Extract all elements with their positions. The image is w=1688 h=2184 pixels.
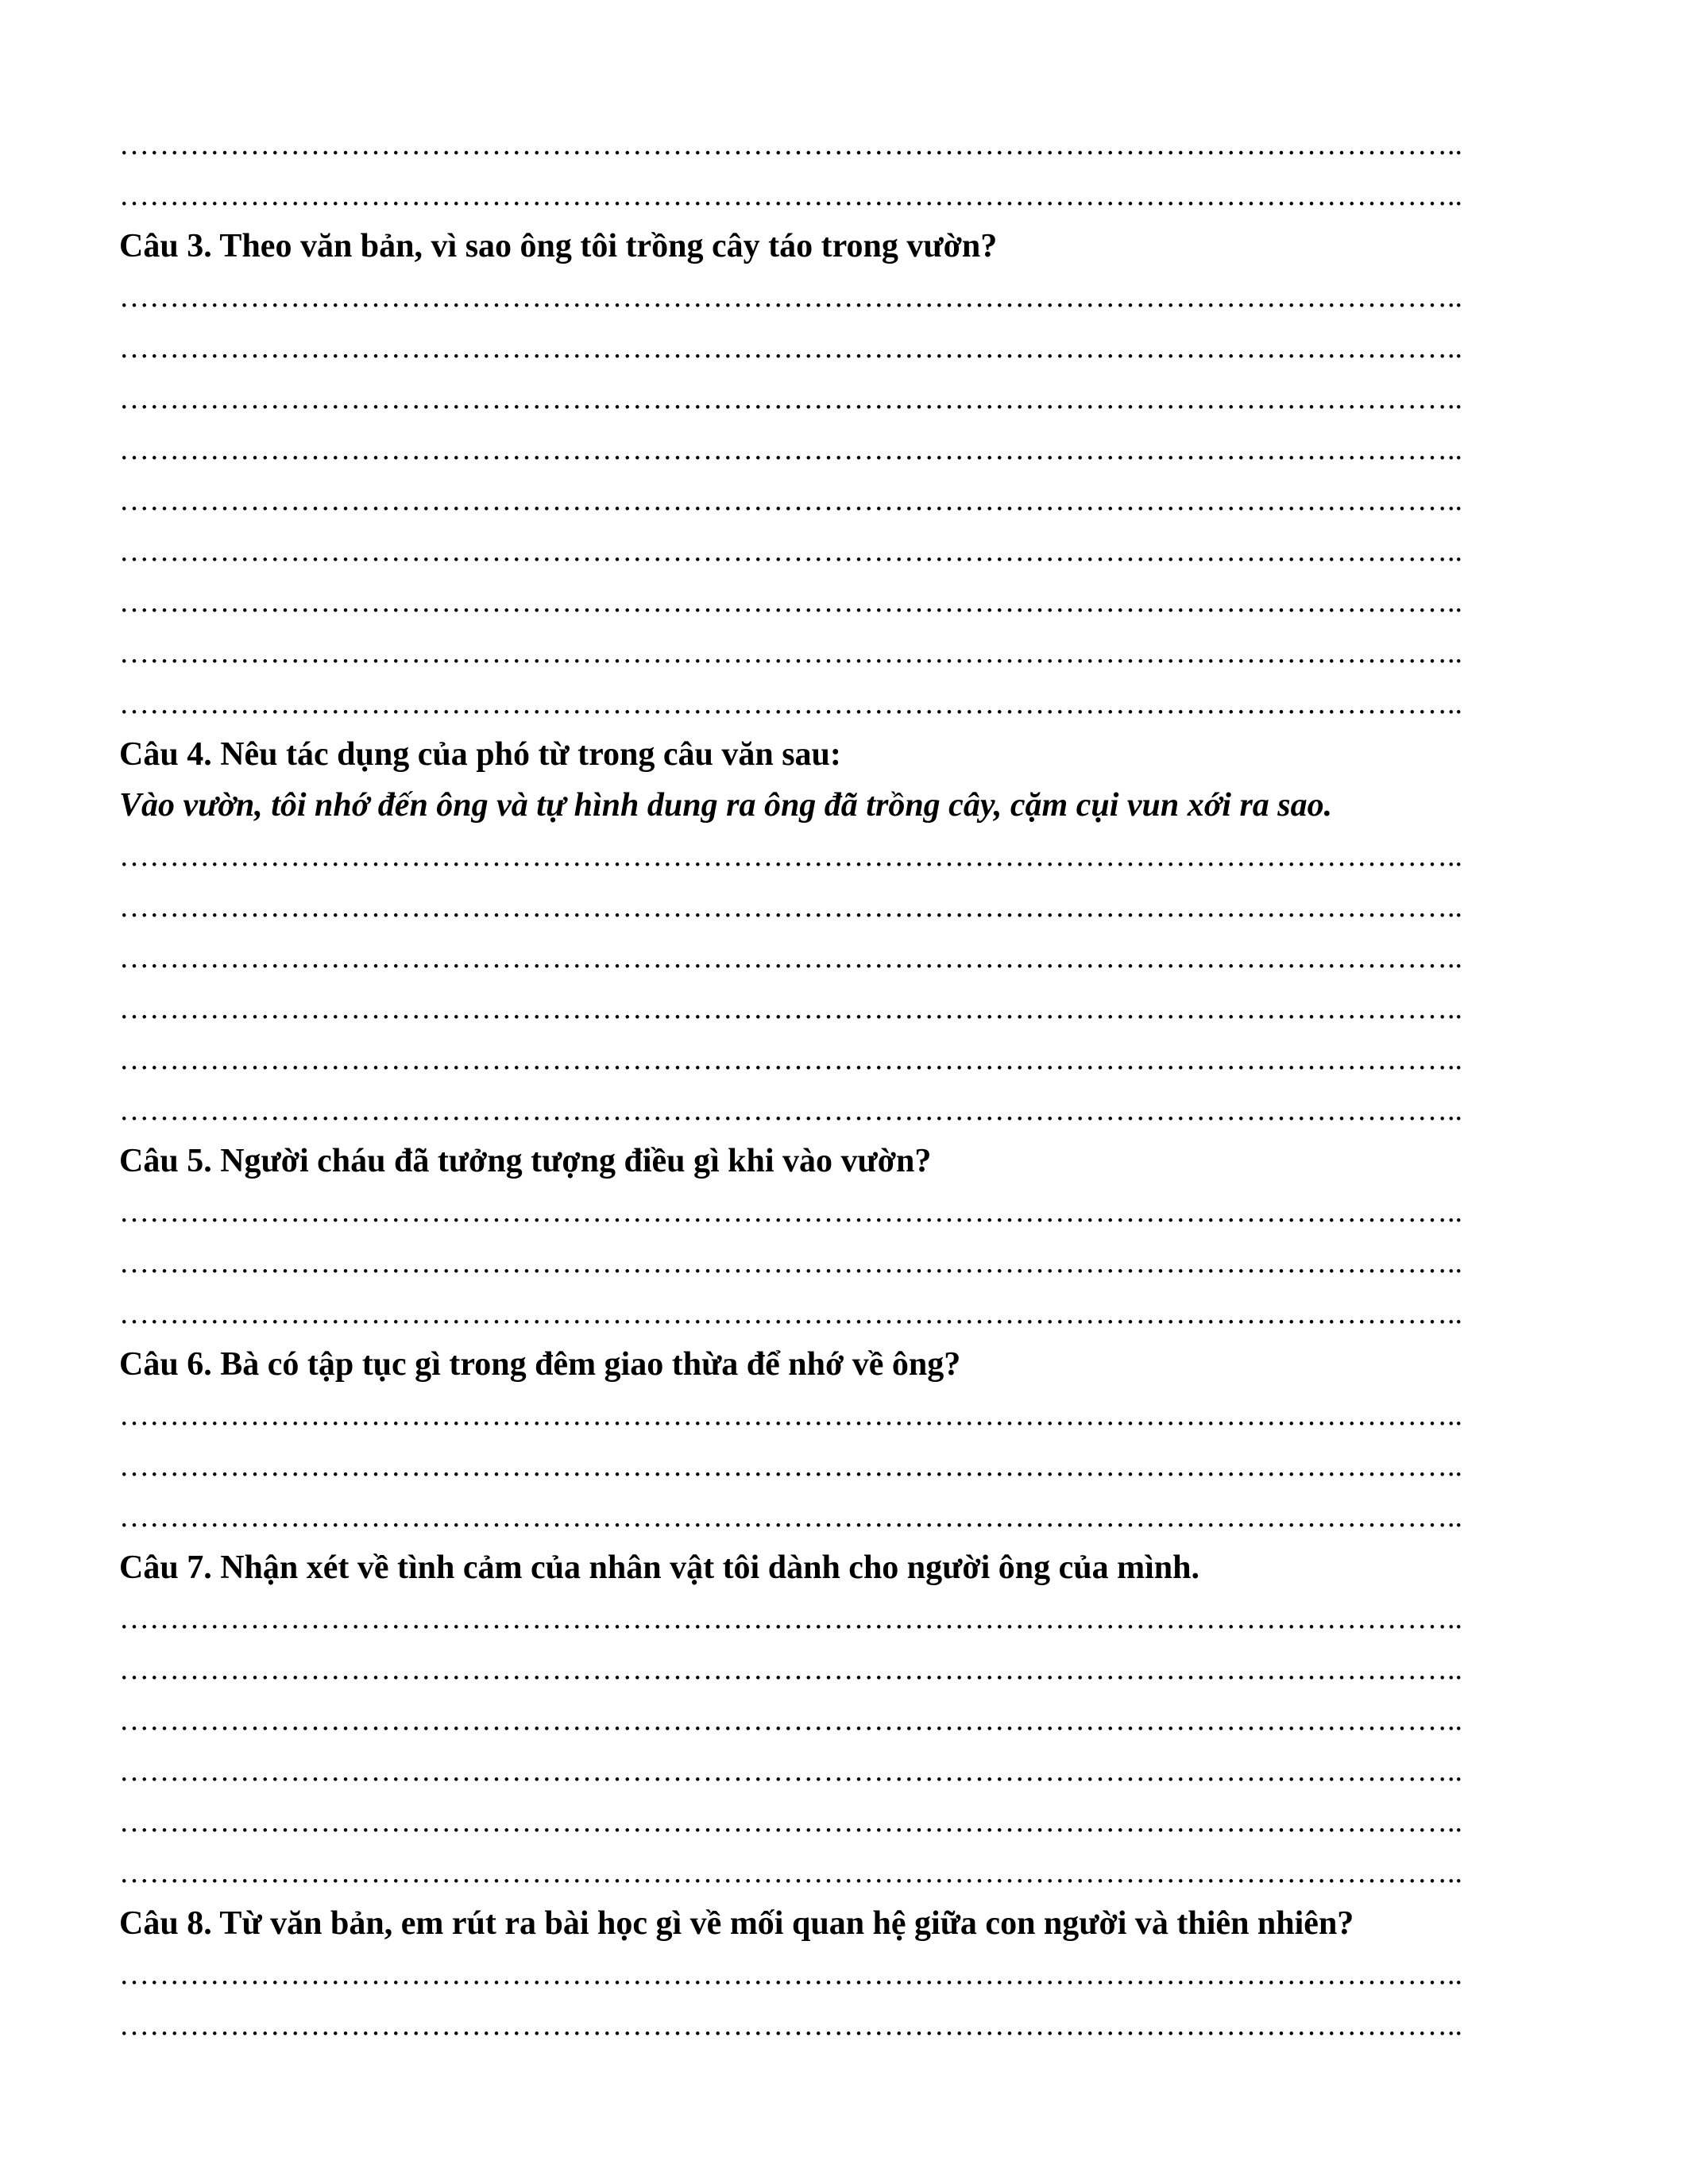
answer-line[interactable]: ……………………………………………………………………………………………………………………..: [119, 1195, 1462, 1229]
question-block: [119, 1136, 1573, 1339]
quoted-sentence: Vào vườn, tôi nhớ đến ông và tự hình dung ra ông đã trồng cây, cặm cụi vun xới ra sao.: [119, 787, 1333, 824]
question-label: Câu 6. Bà có tập tục gì trong đêm giao thừa để nhớ về ông?: [119, 1346, 961, 1383]
question-block: [119, 221, 1573, 729]
answer-line[interactable]: ……………………………………………………………………………………………………………………..: [119, 1043, 1462, 1076]
answer-line[interactable]: ……………………………………………………………………………………………………………………..: [119, 839, 1462, 873]
answer-line[interactable]: ……………………………………………………………………………………………………………………..: [119, 1297, 1462, 1330]
answer-line[interactable]: ……………………………………………………………………………………………………………………..: [119, 128, 1462, 161]
answer-line[interactable]: ……………………………………………………………………………………………………………………..: [119, 2008, 1462, 2042]
question-label: Câu 8. Từ văn bản, em rút ra bài học gì về mối quan hệ giữa con người và thiên nhiên?: [119, 1905, 1354, 1942]
question-label: Câu 5. Người cháu đã tưởng tượng điều gì khi vào vườn?: [119, 1143, 932, 1179]
answer-line[interactable]: ……………………………………………………………………………………………………………………..: [119, 1653, 1462, 1686]
answer-line[interactable]: ……………………………………………………………………………………………………………………..: [119, 890, 1462, 924]
answer-line[interactable]: ……………………………………………………………………………………………………………………..: [119, 1754, 1462, 1788]
worksheet-page: [119, 119, 1573, 2051]
question-block: [119, 1898, 1573, 2051]
answer-line[interactable]: ……………………………………………………………………………………………………………………..: [119, 1246, 1462, 1279]
answer-line[interactable]: ……………………………………………………………………………………………………………………..: [119, 992, 1462, 1025]
answer-line[interactable]: ……………………………………………………………………………………………………………………..: [119, 280, 1462, 314]
answer-line[interactable]: ……………………………………………………………………………………………………………………..: [119, 1805, 1462, 1839]
answer-line[interactable]: ……………………………………………………………………………………………………………………..: [119, 534, 1462, 568]
answer-line[interactable]: ……………………………………………………………………………………………………………………..: [119, 1094, 1462, 1127]
answer-line[interactable]: ……………………………………………………………………………………………………………………..: [119, 941, 1462, 974]
answer-line[interactable]: ……………………………………………………………………………………………………………………..: [119, 1399, 1462, 1432]
question-label: Câu 7. Nhận xét về tình cảm của nhân vật tôi dành cho người ông của mình.: [119, 1549, 1200, 1586]
answer-line[interactable]: ……………………………………………………………………………………………………………………..: [119, 585, 1462, 619]
answer-line[interactable]: ……………………………………………………………………………………………………………………..: [119, 1500, 1462, 1534]
answer-line[interactable]: ……………………………………………………………………………………………………………………..: [119, 1704, 1462, 1737]
question-label: Câu 4. Nêu tác dụng của phó từ trong câu văn sau:: [119, 736, 841, 773]
question-block: [119, 729, 1573, 1136]
answer-line[interactable]: ……………………………………………………………………………………………………………………..: [119, 179, 1462, 212]
answer-line[interactable]: ……………………………………………………………………………………………………………………..: [119, 687, 1462, 720]
answer-line[interactable]: ……………………………………………………………………………………………………………………..: [119, 1856, 1462, 1889]
question-block: [119, 1542, 1573, 1898]
answer-line[interactable]: ……………………………………………………………………………………………………………………..: [119, 433, 1462, 466]
answer-line[interactable]: ……………………………………………………………………………………………………………………..: [119, 1449, 1462, 1483]
question-block: [119, 1339, 1573, 1542]
answer-line[interactable]: ……………………………………………………………………………………………………………………..: [119, 1958, 1462, 1991]
answer-line[interactable]: ……………………………………………………………………………………………………………………..: [119, 331, 1462, 365]
answer-line[interactable]: ……………………………………………………………………………………………………………………..: [119, 1602, 1462, 1635]
question-label: Câu 3. Theo văn bản, vì sao ông tôi trồng cây táo trong vườn?: [119, 228, 998, 264]
answer-line[interactable]: ……………………………………………………………………………………………………………………..: [119, 382, 1462, 415]
answer-line[interactable]: ……………………………………………………………………………………………………………………..: [119, 636, 1462, 669]
answer-line[interactable]: ……………………………………………………………………………………………………………………..: [119, 484, 1462, 517]
